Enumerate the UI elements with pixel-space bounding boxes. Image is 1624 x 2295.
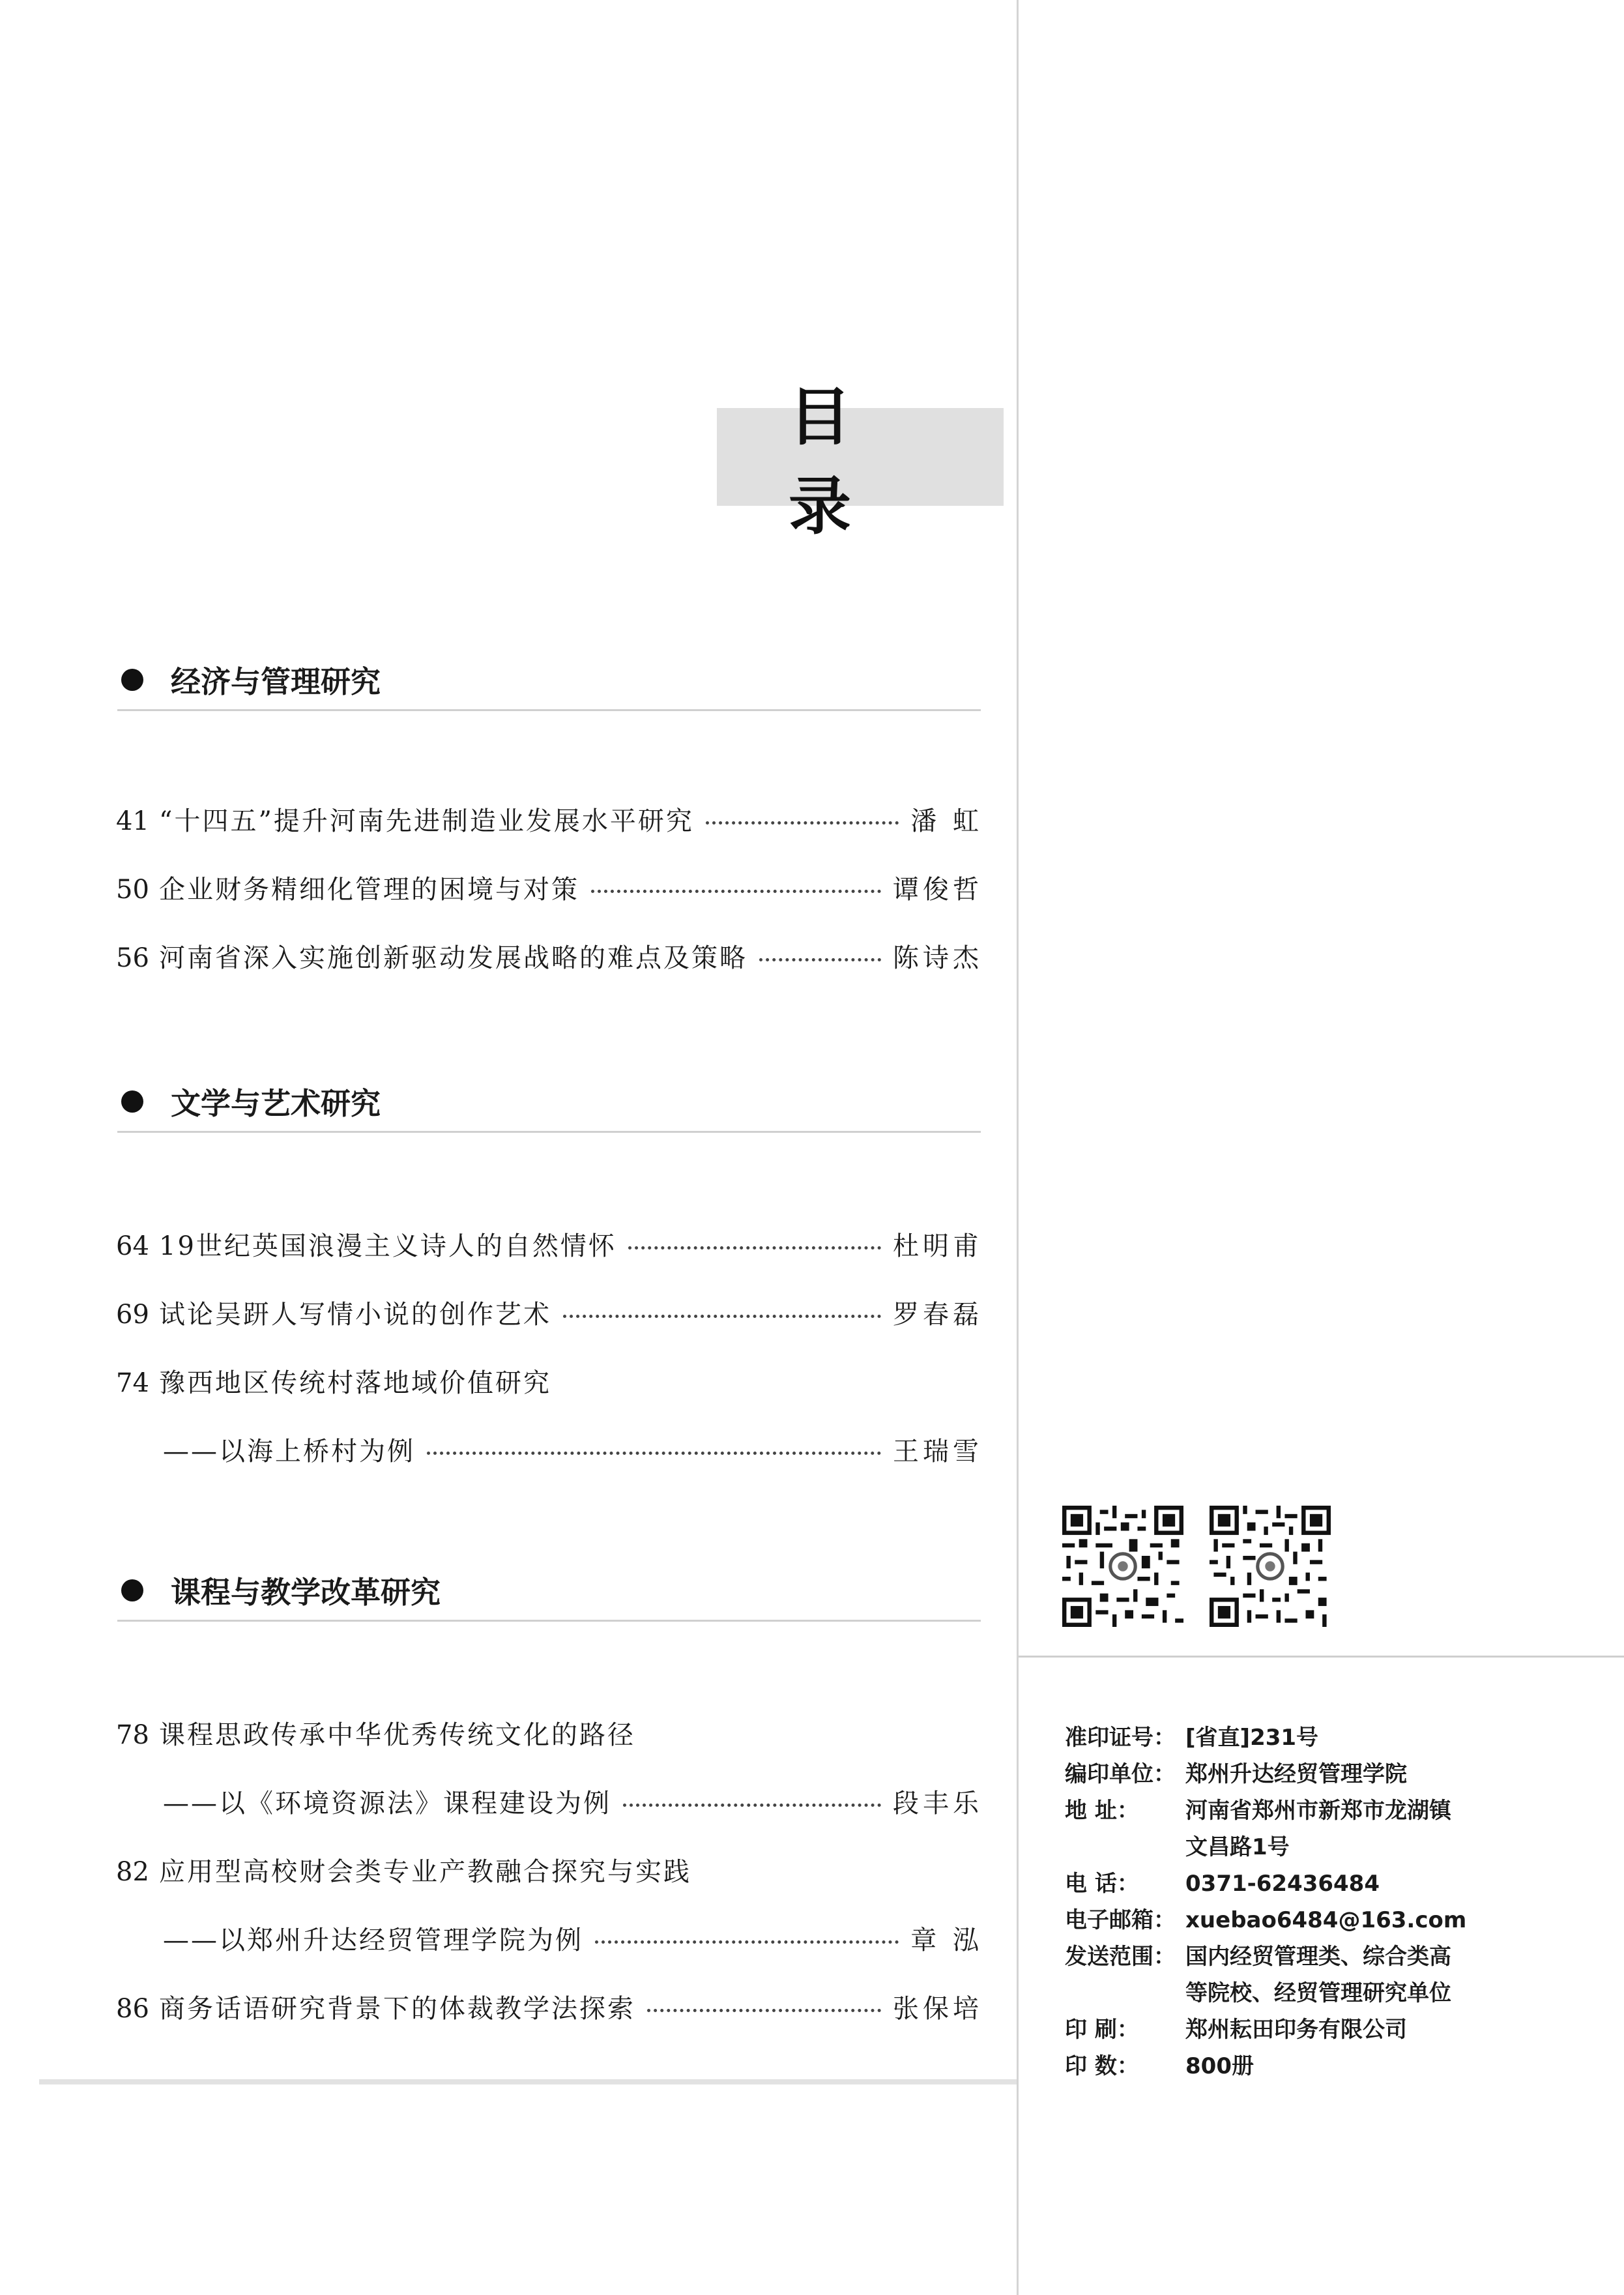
dot-leader [647,2009,881,2012]
page-number: 56 [116,943,149,973]
info-row [1065,1756,1599,1792]
page-number: 86 [116,1994,149,2024]
author-name: 段丰乐 [893,1789,983,1819]
info-divider [1019,1656,1624,1658]
info-value: 0371-62436484 [1185,1871,1380,1897]
dot-leader [595,1940,899,1944]
article-title: 课程思政传承中华优秀传统文化的路径 [159,1720,635,1750]
qr-code-icon [1062,1506,1183,1627]
article-subtitle: ——以海上桥村为例 [163,1437,415,1467]
dot-leader [706,821,899,825]
toc-entry[interactable] [116,1225,983,1264]
toc-entry[interactable] [116,1294,983,1333]
info-key: 地 址： [1065,1798,1139,1824]
info-row [1065,2011,1599,2048]
dot-leader [591,890,881,893]
author-name: 潘 虹 [910,806,983,836]
info-row [1065,1719,1599,1756]
info-key: 发送范围： [1065,1944,1176,1970]
page-number: 69 [116,1300,149,1330]
article-title: 企业财务精细化管理的困境与对策 [159,875,579,905]
article-title: 试论吴趼人写情小说的创作艺术 [159,1300,551,1330]
toc-entry-subtitle[interactable] [116,1431,983,1470]
page-number: 50 [116,875,149,905]
section-header-teaching [117,1561,981,1622]
bottom-divider [39,2079,1017,2084]
info-value: 郑州耘田印务有限公司 [1185,2017,1407,2043]
article-title: 商务话语研究背景下的体裁教学法探索 [159,1994,635,2024]
info-key: 印 刷： [1065,2017,1139,2043]
info-key: 电 话： [1065,1871,1139,1897]
page-number: 78 [116,1720,149,1750]
article-subtitle: ——以《环境资源法》课程建设为例 [163,1789,611,1819]
page-number: 64 [116,1231,149,1261]
info-row [1065,1792,1599,1865]
article-title: 河南省深入实施创新驱动发展战略的难点及策略 [159,943,747,973]
dot-leader [427,1452,881,1455]
page-number: 74 [116,1368,149,1398]
info-value: 800册 [1185,2053,1254,2079]
dot-leader [563,1315,881,1318]
toc-entry[interactable] [116,937,983,976]
info-value: xuebao6484@163.com [1185,1907,1467,1933]
info-value: 河南省郑州市新郑市龙湖镇 文昌路1号 [1185,1798,1451,1860]
toc-entry[interactable] [116,1988,983,2027]
info-value: [省直]231号 [1185,1725,1319,1751]
author-name: 王瑞雪 [893,1437,983,1467]
toc-entry[interactable] [116,869,983,908]
section-title: 课程与教学改革研究 [171,1575,441,1610]
vertical-divider [1017,0,1019,2295]
article-subtitle: ——以郑州升达经贸管理学院为例 [163,1925,583,1955]
author-name: 罗春磊 [893,1300,983,1330]
info-value: 国内经贸管理类、综合类高 等院校、经贸管理研究单位 [1185,1944,1451,2006]
author-name: 张保培 [893,1994,983,2024]
publication-info [1065,1719,1599,2084]
author-name: 谭俊哲 [893,875,983,905]
qr-code-icon [1210,1506,1331,1627]
dot-leader [628,1246,881,1250]
article-title: 应用型高校财会类专业产教融合探究与实践 [159,1857,691,1887]
info-row [1065,1902,1599,1938]
author-name: 杜明甫 [893,1231,983,1261]
info-row [1065,2048,1599,2084]
toc-entry-subtitle[interactable] [116,1920,983,1959]
info-key: 电子邮箱： [1065,1907,1176,1933]
author-name: 陈诗杰 [893,943,983,973]
info-row [1065,1938,1599,2011]
author-name: 章 泓 [910,1925,983,1955]
article-title: “十四五”提升河南先进制造业发展水平研究 [159,806,694,836]
toc-entry[interactable] [116,800,983,840]
dot-leader [623,1804,881,1807]
dot-leader [759,958,881,961]
toc-entry[interactable] [116,1362,983,1401]
bullet-icon [121,1090,143,1113]
toc-entry[interactable] [116,1714,983,1753]
section-title: 经济与管理研究 [171,664,381,699]
page-number: 41 [116,806,149,836]
section-title: 文学与艺术研究 [171,1086,381,1121]
article-title: 19世纪英国浪漫主义诗人的自然情怀 [159,1231,616,1261]
toc-entry[interactable] [116,1851,983,1890]
info-row [1065,1865,1599,1902]
bullet-icon [121,1579,143,1601]
toc-entry-subtitle[interactable] [116,1783,983,1822]
info-key: 准印证号： [1065,1725,1176,1751]
info-key: 编印单位： [1065,1761,1176,1787]
section-header-literature [117,1072,981,1133]
bullet-icon [121,669,143,691]
info-key: 印 数： [1065,2053,1139,2079]
page-title: 目 录 [717,408,1004,506]
article-title: 豫西地区传统村落地域价值研究 [159,1368,551,1398]
page-number: 82 [116,1857,149,1887]
section-header-economics [117,650,981,711]
info-value: 郑州升达经贸管理学院 [1185,1761,1407,1787]
